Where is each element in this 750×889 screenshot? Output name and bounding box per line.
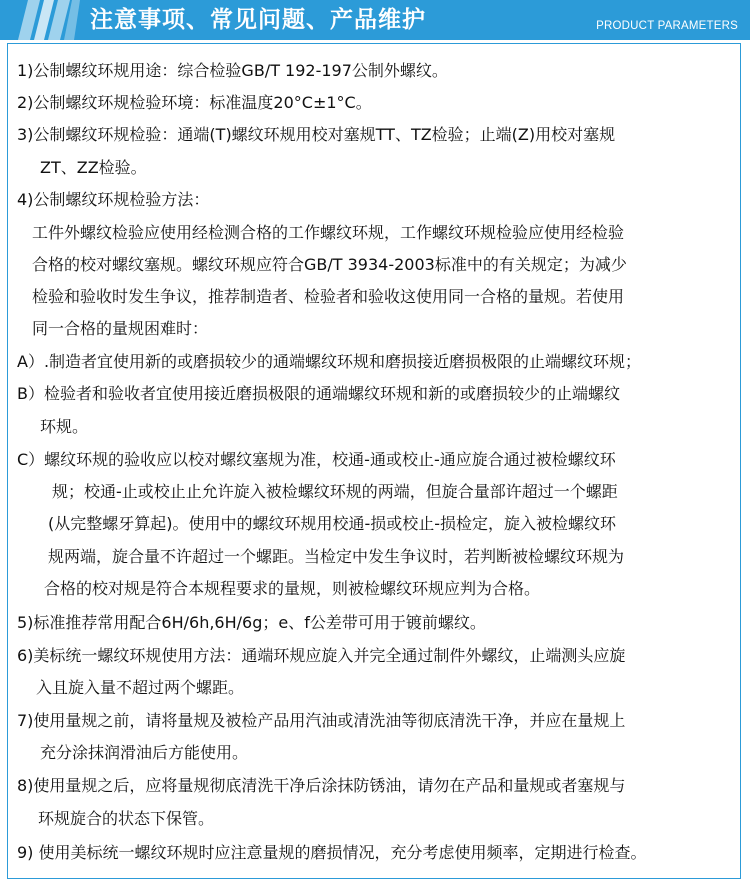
text-line: 检验和验收时发生争议，推荐制造者、检验者和验收这使用同一合格的量规。若使用 bbox=[32, 287, 625, 306]
text-line: 规；校通-止或校止止允许旋入被检螺纹环规的两端，但旋合量部许超过一个螺距 bbox=[52, 482, 618, 501]
text-line: 7)使用量规之前，请将量规及被检产品用汽油或清洗油等彻底清洗干净，并应在量规上 bbox=[17, 711, 626, 730]
text-line: 1)公制螺纹环规用途：综合检验GB/T 192-197公制外螺纹。 bbox=[17, 61, 448, 80]
text-line: 6)美标统一螺纹环规使用方法：通端环规应旋入并完全通过制件外螺纹，止端测头应旋 bbox=[17, 646, 626, 665]
text-line: 合格的校对螺纹塞规。螺纹环规应符合GB/T 3934-2003标准中的有关规定；为减少 bbox=[32, 255, 627, 274]
page-title: 注意事项、常见问题、产品维护 bbox=[90, 7, 426, 33]
text-line: 环规旋合的状态下保管。 bbox=[38, 809, 215, 828]
text-line: 3)公制螺纹环规检验：通端(T)螺纹环规用校对塞规TT、TZ检验；止端(Z)用校对塞规 bbox=[17, 125, 616, 144]
text-line: 合格的校对规是符合本规程要求的量规，则被检螺纹环规应判为合格。 bbox=[44, 579, 541, 598]
text-line: B）检验者和验收者宜使用接近磨损极限的通端螺纹环规和新的或磨损较少的止端螺纹 bbox=[17, 384, 620, 403]
text-line: 4)公制螺纹环规检验方法： bbox=[17, 190, 210, 209]
text-line: (从完整螺牙算起)。使用中的螺纹环规用校通-损或校止-损检定，旋入被检螺纹环 bbox=[48, 514, 617, 533]
text-line: ZT、ZZ检验。 bbox=[40, 158, 147, 177]
text-line: 规两端，旋合量不许超过一个螺距。当检定中发生争议时，若判断被检螺纹环规为 bbox=[48, 547, 625, 566]
header-banner bbox=[0, 0, 750, 40]
text-line: 5)标准推荐常用配合6H/6h,6H/6g；e、f公差带可用于镀前螺纹。 bbox=[17, 613, 486, 632]
text-line: C）螺纹环规的验收应以校对螺纹塞规为准，校通-通或校止-通应旋合通过被检螺纹环 bbox=[17, 450, 616, 469]
stripes-logo-icon bbox=[18, 0, 80, 40]
header-english-label: PRODUCT PARAMETERS bbox=[596, 20, 738, 32]
text-line: 工件外螺纹检验应使用经检测合格的工作螺纹环规，工作螺纹环规检验应使用经检验 bbox=[32, 223, 625, 242]
text-line: 9) 使用美标统一螺纹环规时应注意量规的磨损情况，充分考虑使用频率，定期进行检查。 bbox=[17, 843, 647, 862]
text-line: 同一合格的量规困难时： bbox=[32, 319, 209, 338]
text-line: 入且旋入量不超过两个螺距。 bbox=[36, 678, 245, 697]
text-line: 充分涂抹润滑油后方能使用。 bbox=[40, 743, 249, 762]
text-line: 8)使用量规之后，应将量规彻底清洗干净后涂抹防锈油，请勿在产品和量规或者塞规与 bbox=[17, 776, 626, 795]
text-line: 2)公制螺纹环规检验环境：标准温度20°C±1°C。 bbox=[17, 93, 372, 112]
text-line: 环规。 bbox=[40, 417, 89, 436]
text-line: A）.制造者宜使用新的或磨损较少的通端螺纹环规和磨损接近磨损极限的止端螺纹环规； bbox=[17, 352, 642, 371]
